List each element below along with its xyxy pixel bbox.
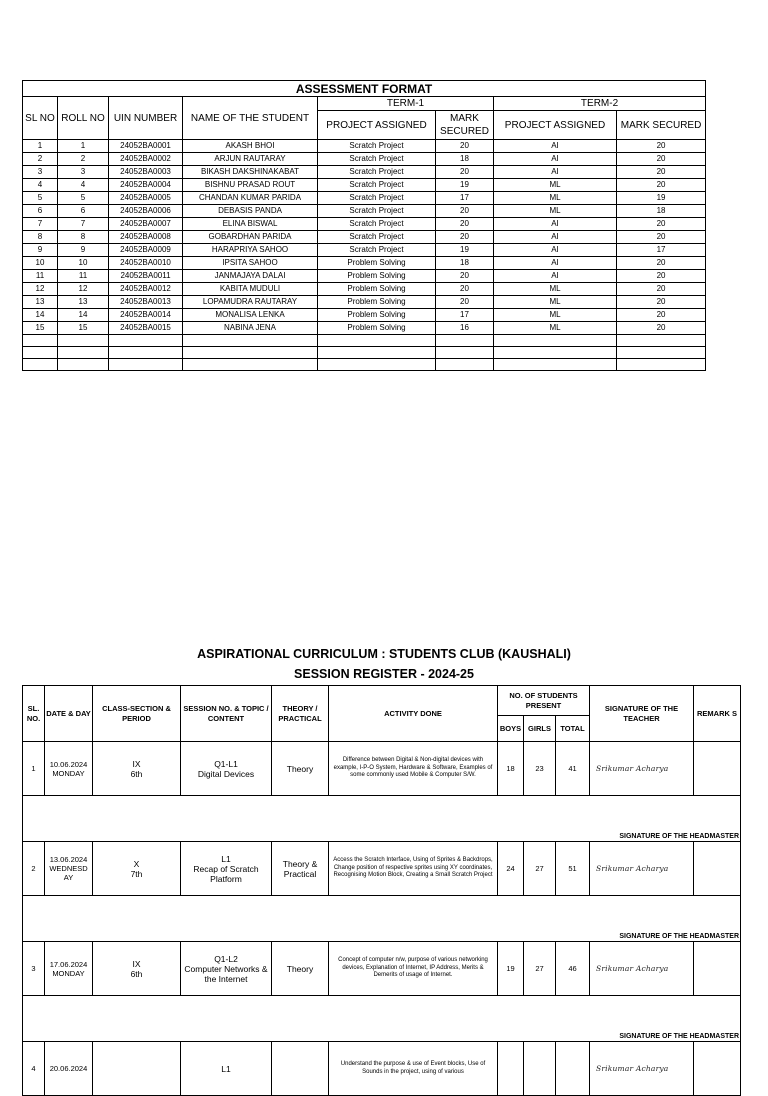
table-cell: 9 [58,244,109,257]
table-row [23,205,706,218]
table-cell: 24052BA0005 [109,192,183,205]
table-row [23,244,706,257]
table-cell: AI [494,140,617,153]
table-cell: 1 [58,140,109,153]
table-cell: 20 [436,231,494,244]
header-remarks: REMARK S [694,686,741,742]
table-cell: 20 [617,231,706,244]
table-cell: 20 [436,283,494,296]
table-cell: AI [494,153,617,166]
session-girls: 27 [524,842,556,896]
session-remarks [694,1042,741,1096]
table-cell: 19 [436,179,494,192]
table-row [23,153,706,166]
table-row [23,166,706,179]
table-cell: 10 [23,257,58,270]
session-total: 46 [556,942,590,996]
table-cell: Problem Solving [318,322,436,335]
table-cell: ML [494,322,617,335]
table-cell: 20 [436,140,494,153]
table-cell: 20 [617,166,706,179]
assessment-body [23,140,706,371]
register-subtitle: SESSION REGISTER - 2024-25 [294,667,474,681]
table-row [23,257,706,270]
table-cell: Scratch Project [318,140,436,153]
session-sl: 3 [23,942,45,996]
header-activity: ACTIVITY DONE [329,686,498,742]
table-cell: 11 [23,270,58,283]
table-cell: 20 [617,153,706,166]
session-row [23,742,741,796]
table-cell: KABITA MUDULI [183,283,318,296]
table-row [23,283,706,296]
table-cell: 3 [23,166,58,179]
table-cell: 10 [58,257,109,270]
table-cell: Scratch Project [318,244,436,257]
session-theory-practical: Theory & Practical [272,842,329,896]
table-cell: 13 [58,296,109,309]
table-cell: 24052BA0010 [109,257,183,270]
session-activity: Access the Scratch Interface, Using of Sprites & Backdrops, Change position of respective sprites using XY coordinates, Recognising Motion Block, Creating a Small Scratch Project [329,842,498,896]
session-boys: 19 [498,942,524,996]
table-cell: BIKASH DAKSHINAKABAT [183,166,318,179]
session-register-table [22,685,741,1096]
header-sl-no: SL NO [23,97,58,140]
table-cell: 11 [58,270,109,283]
header-sl: SL. NO. [23,686,45,742]
session-class: IX 6th [93,742,181,796]
session-theory-practical: Theory [272,742,329,796]
session-row [23,942,741,996]
session-topic: Q1-L2 Computer Networks & the Internet [181,942,272,996]
table-cell: CHANDAN KUMAR PARIDA [183,192,318,205]
table-cell: MONALISA LENKA [183,309,318,322]
header-uin: UIN NUMBER [109,97,183,140]
table-cell: 13 [23,296,58,309]
header-name: NAME OF THE STUDENT [183,97,318,140]
table-cell: Problem Solving [318,283,436,296]
teacher-signature: Srikumar Acharya [590,942,694,996]
table-cell: 20 [436,296,494,309]
table-cell: 20 [617,218,706,231]
table-cell: ML [494,179,617,192]
table-row [23,322,706,335]
table-cell: 20 [617,270,706,283]
assessment-title: ASSESSMENT FORMAT [23,81,706,97]
table-cell: 20 [617,257,706,270]
table-cell: ARJUN RAUTARAY [183,153,318,166]
table-row [23,296,706,309]
table-cell: 14 [23,309,58,322]
table-cell: 20 [436,205,494,218]
assessment-table [22,80,706,371]
table-cell: 2 [23,153,58,166]
table-cell: 18 [436,153,494,166]
session-row [23,1042,741,1096]
table-cell: 17 [436,192,494,205]
header-term1: TERM-1 [318,97,494,111]
session-activity: Difference between Digital & Non-digital devices with example, I-P-O System, Hardware & Software, Examples of some commonly used Mobile & Computer S/W. [329,742,498,796]
table-cell: 5 [23,192,58,205]
session-boys: 18 [498,742,524,796]
table-cell: Scratch Project [318,205,436,218]
table-cell: 24052BA0012 [109,283,183,296]
register-title: ASPIRATIONAL CURRICULUM : STUDENTS CLUB (KAUSHALI) [197,647,571,661]
header-teacher-signature: SIGNATURE OF THE TEACHER [590,686,694,742]
table-cell: ML [494,296,617,309]
session-theory-practical: Theory [272,942,329,996]
table-cell: 5 [58,192,109,205]
session-sl: 1 [23,742,45,796]
header-students-present: NO. OF STUDENTS PRESENT [498,686,590,716]
table-cell: IPSITA SAHOO [183,257,318,270]
table-cell: Scratch Project [318,166,436,179]
table-cell: 17 [617,244,706,257]
table-cell: 24052BA0009 [109,244,183,257]
table-cell: 24052BA0008 [109,231,183,244]
session-girls [524,1042,556,1096]
session-girls: 27 [524,942,556,996]
header-theory-practical: THEORY / PRACTICAL [272,686,329,742]
headmaster-gap-row [23,796,741,833]
session-theory-practical [272,1042,329,1096]
table-cell: 24052BA0007 [109,218,183,231]
headmaster-gap-row [23,896,741,933]
table-cell: 9 [23,244,58,257]
headmaster-signature-row [23,832,741,842]
table-cell: 24052BA0014 [109,309,183,322]
session-activity: Concept of computer n/w, purpose of various networking devices, Explanation of Internet, IP Address, Merits & Demerits of usage of Internet. [329,942,498,996]
table-cell: Problem Solving [318,296,436,309]
table-cell: 7 [23,218,58,231]
table-cell: 16 [436,322,494,335]
table-cell: BISHNU PRASAD ROUT [183,179,318,192]
table-cell: Scratch Project [318,153,436,166]
table-row [23,309,706,322]
table-cell: ML [494,283,617,296]
session-boys [498,1042,524,1096]
table-cell: AI [494,244,617,257]
table-cell: NABINA JENA [183,322,318,335]
table-cell: 17 [436,309,494,322]
table-cell: 14 [58,309,109,322]
session-remarks [694,742,741,796]
table-cell: Problem Solving [318,309,436,322]
session-topic: Q1-L1 Digital Devices [181,742,272,796]
table-cell: Scratch Project [318,192,436,205]
table-cell: 20 [436,218,494,231]
session-total: 41 [556,742,590,796]
session-total: 51 [556,842,590,896]
table-cell: 19 [436,244,494,257]
table-cell: 15 [58,322,109,335]
header-term1-mark: MARK SECURED [436,111,494,140]
table-cell: 20 [436,166,494,179]
headmaster-gap-row [23,996,741,1033]
table-cell: 20 [617,283,706,296]
table-cell: 24052BA0006 [109,205,183,218]
session-girls: 23 [524,742,556,796]
table-row [23,231,706,244]
header-term2: TERM-2 [494,97,706,111]
table-cell: 24052BA0011 [109,270,183,283]
table-cell: 20 [617,296,706,309]
headmaster-signature-row [23,932,741,942]
table-cell: 6 [23,205,58,218]
table-cell: 24052BA0013 [109,296,183,309]
table-cell: GOBARDHAN PARIDA [183,231,318,244]
session-topic: L1 Recap of Scratch Platform [181,842,272,896]
table-cell: 24052BA0001 [109,140,183,153]
table-cell: 3 [58,166,109,179]
table-cell: 4 [58,179,109,192]
table-cell: 7 [58,218,109,231]
headmaster-signature-label: SIGNATURE OF THE HEADMASTER [23,932,741,942]
table-cell: JANMAJAYA DALAI [183,270,318,283]
table-cell: 24052BA0002 [109,153,183,166]
table-cell: DEBASIS PANDA [183,205,318,218]
table-cell: AI [494,270,617,283]
session-row [23,842,741,896]
table-cell: ML [494,192,617,205]
table-cell: 8 [58,231,109,244]
session-class [93,1042,181,1096]
teacher-signature: Srikumar Acharya [590,842,694,896]
table-cell: ML [494,309,617,322]
table-cell: 20 [617,309,706,322]
header-term1-project: PROJECT ASSIGNED [318,111,436,140]
header-total: TOTAL [556,716,590,742]
table-cell: 19 [617,192,706,205]
empty-row [23,347,706,359]
session-date: 17.06.2024 MONDAY [45,942,93,996]
header-term2-mark: MARK SECURED [617,111,706,140]
session-class: X 7th [93,842,181,896]
table-cell: ELINA BISWAL [183,218,318,231]
session-remarks [694,942,741,996]
header-girls: GIRLS [524,716,556,742]
headmaster-signature-label: SIGNATURE OF THE HEADMASTER [23,832,741,842]
table-row [23,140,706,153]
table-cell: ML [494,205,617,218]
table-cell: Scratch Project [318,218,436,231]
table-cell: LOPAMUDRA RAUTARAY [183,296,318,309]
table-cell: 24052BA0004 [109,179,183,192]
table-cell: AI [494,218,617,231]
table-cell: 2 [58,153,109,166]
empty-row [23,359,706,371]
table-cell: 24052BA0003 [109,166,183,179]
session-sl: 4 [23,1042,45,1096]
table-row [23,192,706,205]
table-cell: Problem Solving [318,270,436,283]
session-date: 10.06.2024 MONDAY [45,742,93,796]
table-cell: 20 [436,270,494,283]
session-boys: 24 [498,842,524,896]
session-activity: Understand the purpose & use of Event blocks, Use of Sounds in the project, using of various [329,1042,498,1096]
session-sl: 2 [23,842,45,896]
table-cell: 20 [617,322,706,335]
table-row [23,270,706,283]
table-cell: 20 [617,179,706,192]
table-cell: AI [494,231,617,244]
session-remarks [694,842,741,896]
session-date: 13.06.2024 WEDNESD AY [45,842,93,896]
table-cell: 18 [436,257,494,270]
header-term2-project: PROJECT ASSIGNED [494,111,617,140]
table-cell: 20 [617,140,706,153]
session-topic: L1 [181,1042,272,1096]
table-cell: 12 [23,283,58,296]
empty-row [23,335,706,347]
table-cell: 4 [23,179,58,192]
header-date: DATE & DAY [45,686,93,742]
table-cell: 18 [617,205,706,218]
table-cell: HARAPRIYA SAHOO [183,244,318,257]
table-cell: 6 [58,205,109,218]
teacher-signature: Srikumar Acharya [590,742,694,796]
table-cell: Problem Solving [318,257,436,270]
table-cell: AI [494,257,617,270]
session-register-body [23,742,741,1096]
table-cell: 12 [58,283,109,296]
session-total [556,1042,590,1096]
table-cell: 15 [23,322,58,335]
table-row [23,218,706,231]
session-date: 20.06.2024 [45,1042,93,1096]
header-roll-no: ROLL NO [58,97,109,140]
header-class: CLASS-SECTION & PERIOD [93,686,181,742]
table-cell: 24052BA0015 [109,322,183,335]
table-cell: 8 [23,231,58,244]
table-row [23,179,706,192]
table-cell: AI [494,166,617,179]
header-boys: BOYS [498,716,524,742]
table-cell: Scratch Project [318,179,436,192]
table-cell: 1 [23,140,58,153]
table-cell: Scratch Project [318,231,436,244]
teacher-signature: Srikumar Acharya [590,1042,694,1096]
headmaster-signature-label: SIGNATURE OF THE HEADMASTER [23,1032,741,1042]
session-class: IX 6th [93,942,181,996]
table-cell: AKASH BHOI [183,140,318,153]
header-session: SESSION NO. & TOPIC / CONTENT [181,686,272,742]
headmaster-signature-row [23,1032,741,1042]
